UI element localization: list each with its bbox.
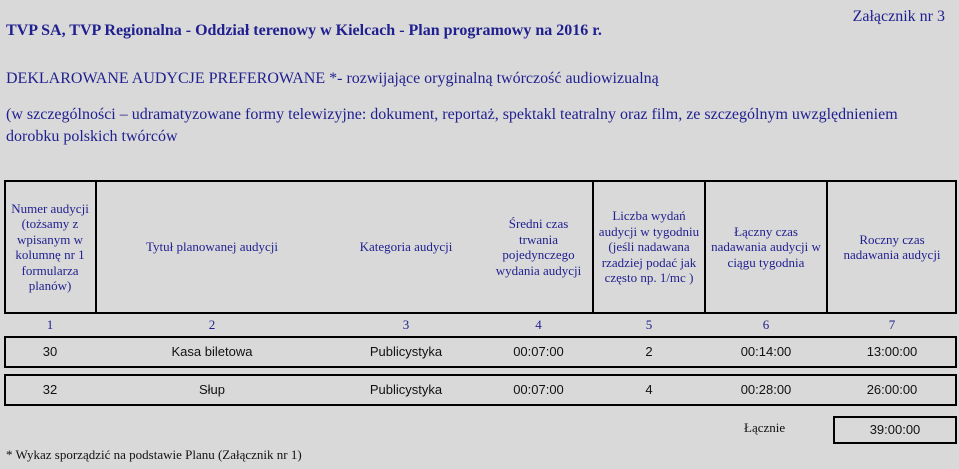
column-divider-5: [704, 180, 706, 313]
row-2-title: Słup: [198, 382, 226, 398]
column-number-3: 3: [402, 317, 410, 333]
row-1-number: 30: [42, 344, 58, 360]
row-2-border-left: [4, 374, 6, 405]
row-2-category: Publicystyka: [369, 382, 443, 398]
row-2-top-border: [4, 374, 957, 376]
table-border-left: [4, 180, 6, 313]
column-number-7: 7: [888, 317, 896, 333]
table-border-right: [955, 180, 957, 313]
header-yearly-total: Roczny czas nadawania audycji: [843, 231, 941, 262]
row-1-weekly-count: 2: [645, 344, 653, 360]
row-1-title: Kasa biletowa: [171, 344, 253, 360]
row-1-border-left: [4, 336, 6, 367]
row-2-border-right: [955, 374, 957, 405]
row-2-bottom-border: [4, 404, 957, 406]
header-program-number: Numer audycji (tożsamy z wpisanym w kolumnę nr 1 formularza planów): [11, 200, 89, 293]
column-number-5: 5: [645, 317, 653, 333]
row-1-category: Publicystyka: [369, 344, 443, 360]
column-divider-6: [826, 180, 828, 313]
row-1-border-right: [955, 336, 957, 367]
section-description: (w szczególności – udramatyzowane formy telewizyjne: dokument, reportaż, spektakl teatralny oraz film, ze szczególnym uwzględnieniem dorobku polskich twórców: [6, 106, 898, 145]
column-number-1: 1: [46, 317, 54, 333]
column-number-2: 2: [208, 317, 216, 333]
header-weekly-total: Łączny czas nadawania audycji w ciągu tygodnia: [711, 223, 821, 270]
section-heading: DEKLAROWANE AUDYCJE PREFEROWANE *- rozwijające oryginalną twórczość audiowizualną: [6, 70, 659, 87]
row-1-top-border: [4, 336, 957, 338]
column-divider-1: [95, 180, 97, 313]
column-divider-4: [592, 180, 594, 313]
row-1-weekly-total: 00:14:00: [740, 344, 792, 360]
header-title: Tytuł planowanej audycji: [146, 239, 278, 255]
row-1-yearly-total: 13:00:00: [866, 344, 918, 360]
appendix-label: Załącznik nr 3: [852, 8, 945, 25]
row-2-avg-duration: 00:07:00: [513, 382, 564, 398]
header-divider: [4, 312, 957, 314]
header-category: Kategoria audycji: [359, 239, 453, 255]
column-number-4: 4: [535, 317, 542, 333]
row-2-weekly-count: 4: [645, 382, 653, 398]
column-number-6: 6: [762, 317, 770, 333]
total-value: 39:00:00: [833, 416, 957, 444]
row-2-number: 32: [42, 382, 58, 398]
row-2-weekly-total: 00:28:00: [740, 382, 792, 398]
page-title: TVP SA, TVP Regionalna - Oddział terenowy w Kielcach - Plan programowy na 2016 r.: [6, 22, 602, 39]
table-border-top: [4, 180, 957, 182]
row-1-avg-duration: 00:07:00: [513, 344, 564, 360]
row-1-bottom-border: [4, 366, 957, 368]
footnote: * Wykaz sporządzić na podstawie Planu (Załącznik nr 1): [6, 447, 302, 462]
total-label: Łącznie: [744, 420, 786, 435]
header-weekly-count: Liczba wydań audycji w tygodniu (jeśli nadawana rzadziej podać jak często np. 1/mc ): [598, 208, 700, 286]
row-2-yearly-total: 26:00:00: [866, 382, 918, 398]
header-avg-duration: Średni czas trwania pojedynczego wydania audycji: [495, 216, 582, 278]
